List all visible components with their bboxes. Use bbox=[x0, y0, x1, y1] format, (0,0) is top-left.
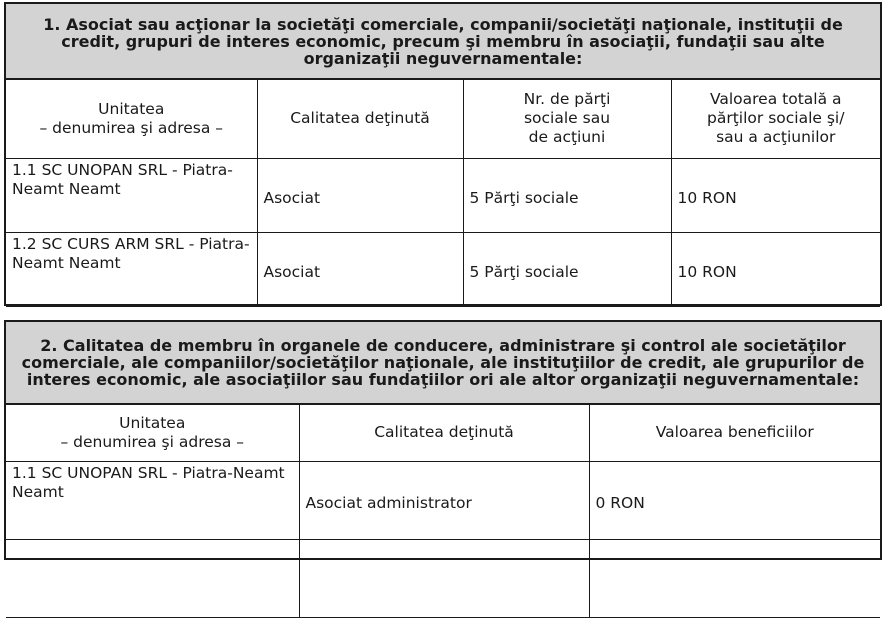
cell-role-text: Asociat bbox=[263, 188, 321, 207]
cell-shares bbox=[463, 232, 671, 306]
cell-value-text: 0 RON bbox=[595, 493, 645, 512]
table-row bbox=[6, 539, 880, 617]
cell-value bbox=[671, 232, 880, 306]
table-row bbox=[6, 461, 880, 539]
cell-value bbox=[671, 158, 880, 232]
cell-role bbox=[257, 232, 463, 306]
table-header-row bbox=[6, 405, 880, 461]
section-1-shareholdings bbox=[4, 2, 882, 306]
header-benefits-value: Valoarea beneficiilor bbox=[589, 405, 880, 461]
cell-value-text: 10 RON bbox=[677, 188, 737, 207]
cell-unit: 1.2 SC CURS ARM SRL - Piatra-Neamt Neamt bbox=[6, 232, 257, 306]
header-unit: Unitatea – denumirea şi adresa – bbox=[6, 80, 257, 158]
cell-role bbox=[299, 539, 589, 617]
cell-shares bbox=[463, 158, 671, 232]
cell-value bbox=[589, 539, 880, 617]
cell-shares-text: 5 Părţi sociale bbox=[469, 262, 579, 281]
cell-unit: 1.1 SC UNOPAN SRL - Piatra-Neamt Neamt bbox=[6, 158, 257, 232]
header-shares: Nr. de părţi sociale sau de acţiuni bbox=[463, 80, 671, 158]
header-role: Calitatea deţinută bbox=[299, 405, 589, 461]
header-total-value: Valoarea totală a părţilor sociale şi/ sau a acţiunilor bbox=[671, 80, 880, 158]
cell-unit: 1.1 SC UNOPAN SRL - Piatra-Neamt Neamt bbox=[6, 461, 299, 539]
section-2-table bbox=[6, 405, 880, 618]
cell-role bbox=[299, 461, 589, 539]
cell-unit bbox=[6, 539, 299, 617]
table-row bbox=[6, 158, 880, 232]
section-1-table bbox=[6, 80, 880, 307]
header-unit: Unitatea – denumirea şi adresa – bbox=[6, 405, 299, 461]
header-role: Calitatea deţinută bbox=[257, 80, 463, 158]
cell-role-text: Asociat bbox=[263, 262, 321, 281]
cell-shares-text: 5 Părţi sociale bbox=[469, 188, 579, 207]
section-2-board-membership bbox=[4, 320, 882, 560]
cell-role bbox=[257, 158, 463, 232]
cell-value bbox=[589, 461, 880, 539]
table-header-row bbox=[6, 80, 880, 158]
cell-role-text: Asociat administrator bbox=[305, 493, 472, 512]
section-2-title: 2. Calitatea de membru în organele de conducere, administrare şi control ale societăţilor comerciale, ale companiilor/societăţilor naţionale, ale instituţiilor de credit, ale grupurilor de interes economic, ale asociaţiilor sau fundaţiilor ori ale altor organizaţii neguvernamentale: bbox=[6, 322, 880, 405]
table-row bbox=[6, 232, 880, 306]
cell-value-text: 10 RON bbox=[677, 262, 737, 281]
section-1-title: 1. Asociat sau acţionar la societăţi comerciale, companii/societăţi naţionale, instituţii de credit, grupuri de interes economic, precum şi membru în asociaţii, fundaţii sau alte organizaţii neguvernamentale: bbox=[6, 4, 880, 80]
